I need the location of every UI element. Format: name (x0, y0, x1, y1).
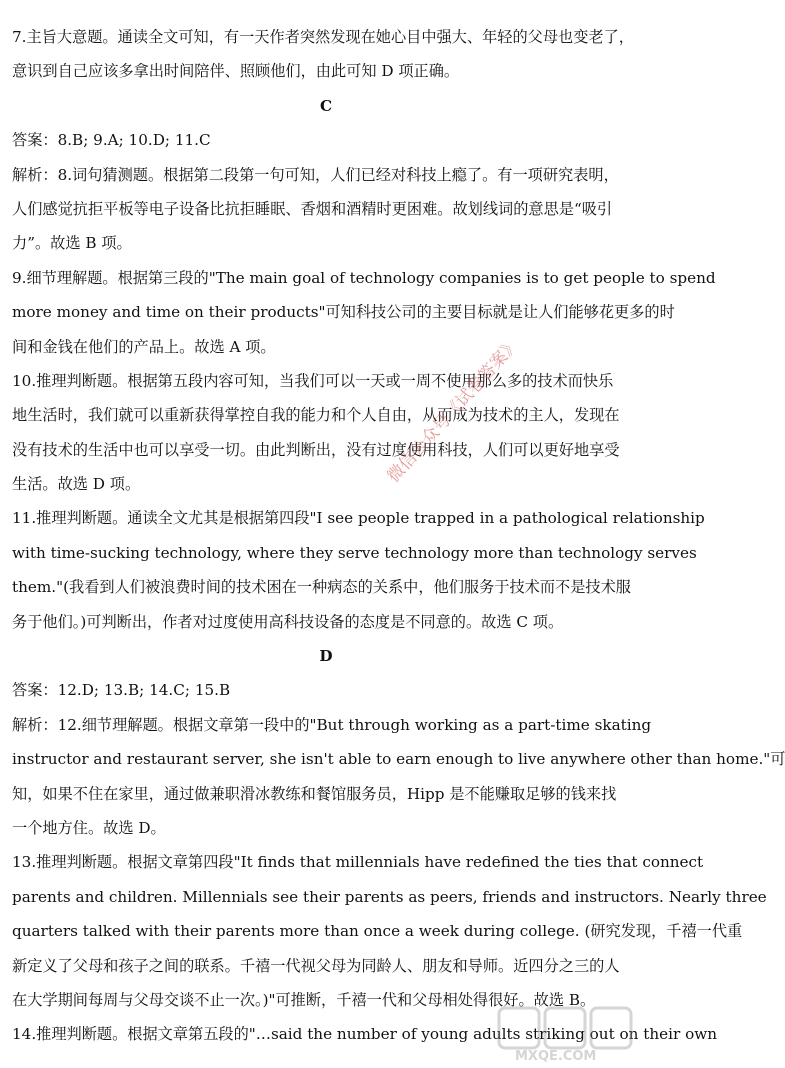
text-line: them."(我看到人们被浪费时间的技术困在一种病态的关系中，他们服务于技术而不是技术服 (12, 578, 631, 597)
text-line: 9.细节理解题。根据第三段的"The main goal of technology companies is to get people to spend (12, 268, 716, 287)
answer-line: 答案：12.D; 13.B; 14.C; 15.B (12, 681, 231, 700)
text-line: 11.推理判断题。通读全文尤其是根据第四段"I see people trapped in a pathological relationship (12, 509, 705, 528)
text-line: 人们感觉抗拒平板等电子设备比抗拒睡眠、香烟和酒精时更困难。故划线词的意思是“吸引 (12, 199, 613, 218)
text-line: 10.推理判断题。根据第五段内容可知，当我们可以一天或一周不使用那么多的技术而快乐 (12, 371, 614, 390)
text-line: 没有技术的生活中也可以享受一切。由此判断出，没有过度使用科技，人们可以更好地享受 (12, 440, 620, 459)
text-line: 新定义了父母和孩子之间的联系。千禧一代视父母为同龄人、朋友和导师。近四分之三的人 (12, 956, 620, 975)
text-line: quarters talked with their parents more than once a week during college. (研究发现，千禧一代重 (12, 922, 743, 941)
text-line: 解析：8.词句猜测题。根据第二段第一句可知，人们已经对科技上瘾了。有一项研究表明， (12, 165, 619, 184)
section-heading-c: C (319, 96, 333, 115)
text-line: 意识到自己应该多拿出时间陪伴、照顾他们，由此可知 D 项正确。 (12, 62, 460, 81)
text-line: parents and children. Millennials see their parents as peers, friends and instructors. Nearly three (12, 887, 767, 906)
text-line: instructor and restaurant server, she isn't able to earn enough to live anywhere other than home."可 (12, 750, 785, 769)
watermark-text: 微信公众号《试卷答案》 (383, 334, 524, 487)
text-line: 13.推理判断题。根据文章第四段"It finds that millennials have redefined the ties that connect (12, 853, 704, 872)
document-page (12, 20, 785, 1052)
text-line: 地生活时，我们就可以重新获得掌控自我的能力和个人自由，从而成为技术的主人，发现在 (12, 406, 620, 425)
text-line: 间和金钱在他们的产品上。故选 A 项。 (12, 337, 276, 356)
text-line: more money and time on their products"可知科技公司的主要目标就是让人们能够花更多的时 (12, 303, 675, 322)
answer-line: 答案：8.B; 9.A; 10.D; 11.C (12, 131, 211, 150)
text-line: 一个地方住。故选 D。 (12, 818, 166, 837)
text-line: 在大学期间每周与父母交谈不止一次。)"可推断，千禧一代和父母相处得很好。故选 B。 (12, 990, 596, 1009)
text-line: 力”。故选 B 项。 (12, 234, 132, 253)
text-line: 生活。故选 D 项。 (12, 475, 141, 494)
section-heading-d: D (319, 647, 333, 666)
text-line: 7.主旨大意题。通读全文可知，有一天作者突然发现在她心目中强大、年轻的父母也变老了， (12, 28, 634, 46)
logo-text: MXQE.COM (515, 1049, 597, 1064)
text-line: with time-sucking technology, where they serve technology more than technology serves (12, 543, 697, 562)
text-line: 解析：12.细节理解题。根据文章第一段中的"But through working as a part-time skating (12, 715, 652, 734)
text-line: 14.推理判断题。根据文章第五段的"…said the number of young adults striking out on their own (12, 1025, 717, 1044)
site-logo-icon (495, 1002, 645, 1062)
text-line: 知，如果不住在家里，通过做兼职滑冰教练和餐馆服务员，Hipp 是不能赚取足够的钱来找 (12, 784, 617, 803)
text-line: 务于他们。)可判断出，作者对过度使用高科技设备的态度是不同意的。故选 C 项。 (12, 612, 564, 631)
